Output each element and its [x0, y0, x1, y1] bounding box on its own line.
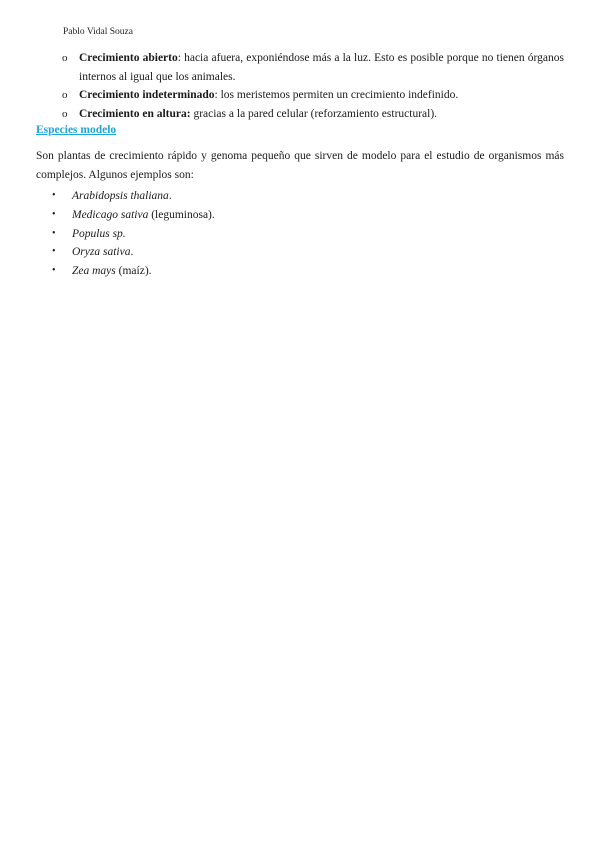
bullet-marker: •	[52, 227, 56, 239]
growth-term: Crecimiento abierto	[79, 52, 178, 64]
growth-description: : los meristemos permiten un crecimiento indefinido.	[214, 89, 459, 101]
list-marker: o	[62, 89, 68, 101]
list-item	[52, 243, 215, 262]
species-note: (leguminosa).	[148, 208, 215, 221]
species-note: .	[168, 190, 172, 202]
species-name: Zea mays	[72, 265, 116, 278]
bullet-marker: •	[52, 190, 56, 201]
section-intro-paragraph: Son plantas de crecimiento rápido y genoma pequeño que sirven de modelo para el estudio de organismos más complejos. Algunos ejemplos son:	[36, 150, 564, 181]
list-marker: o	[62, 52, 68, 64]
list-item	[52, 187, 215, 206]
list-item	[52, 225, 215, 244]
list-item	[52, 206, 215, 225]
list-item	[52, 262, 215, 281]
page-header-author: Pablo Vidal Souza	[63, 27, 133, 37]
section-heading-link[interactable]: Especies modelo	[36, 124, 117, 136]
growth-description: : hacia afuera, exponiéndose más a la luz. Esto es posible porque no tienen órganos internos al igual que los animales.	[79, 52, 564, 83]
species-name: Medicago sativa	[72, 208, 149, 221]
growth-types-list	[62, 49, 564, 123]
bullet-marker: •	[52, 265, 56, 277]
species-name: Populus sp.	[72, 227, 126, 240]
species-note: (maíz).	[115, 265, 152, 278]
species-note: .	[130, 246, 134, 259]
list-item	[62, 49, 564, 86]
species-name: Arabidopsis thaliana	[72, 190, 169, 202]
growth-term: Crecimiento en altura:	[79, 107, 191, 120]
species-name: Oryza sativa	[72, 246, 131, 259]
bullet-marker: •	[52, 246, 56, 258]
growth-term: Crecimiento indeterminado	[79, 89, 215, 101]
bullet-marker: •	[52, 208, 56, 220]
species-list	[52, 187, 215, 281]
growth-description: gracias a la pared celular (reforzamiento estructural).	[190, 107, 438, 120]
list-item	[62, 105, 564, 124]
list-marker: o	[62, 107, 68, 120]
list-item	[62, 86, 564, 105]
